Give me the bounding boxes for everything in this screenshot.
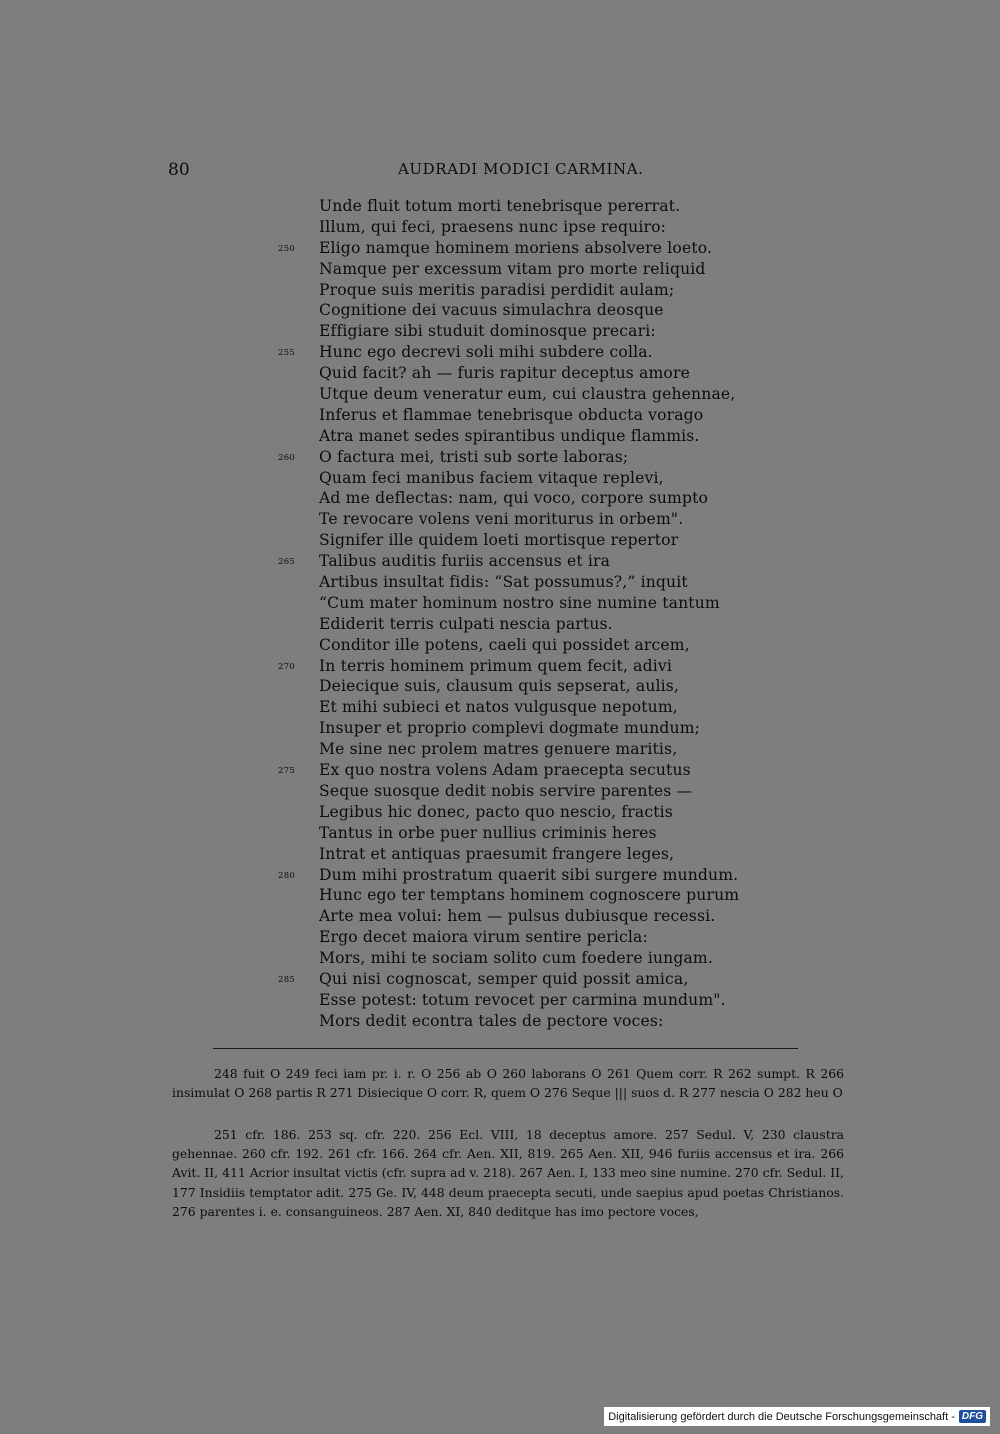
verse-line <box>0 927 1000 948</box>
verse-line <box>0 363 1000 384</box>
verse-text: Esse potest: totum revocet per carmina mundum". <box>319 990 726 1009</box>
funding-footer <box>604 1407 990 1426</box>
verse-text: Atra manet sedes spirantibus undique flammis. <box>319 426 700 445</box>
funding-text: Digitalisierung gefördert durch die Deutsche Forschungsgemeinschaft - <box>608 1410 955 1423</box>
verse-line <box>0 1011 1000 1032</box>
verse-text: Seque suosque dedit nobis servire parentes — <box>319 781 693 800</box>
verse-text: Legibus hic donec, pacto quo nescio, fractis <box>319 802 673 821</box>
verse-text: O factura mei, tristi sub sorte laboras; <box>319 447 629 466</box>
verse-text: Utque deum veneratur eum, cui claustra gehennae, <box>319 385 736 404</box>
line-number: 250 <box>278 243 296 254</box>
verse-line <box>0 259 1000 280</box>
verse-line <box>0 238 1000 259</box>
line-number: 260 <box>278 452 296 463</box>
verse-text: Hunc ego ter temptans hominem cognoscere purum <box>319 886 740 905</box>
verse-text: “Cum mater hominum nostro sine numine tantum <box>319 593 720 612</box>
verse-text: Ex quo nostra volens Adam praecepta secutus <box>319 761 691 780</box>
verse-text: Namque per excessum vitam pro morte reliquid <box>319 259 706 278</box>
running-title: AUDRADI MODICI CARMINA. <box>398 160 644 178</box>
verse-line <box>0 906 1000 927</box>
verse-text: Te revocare volens veni moriturus in orbem". <box>319 510 684 529</box>
verse-text: Ediderit terris culpati nescia partus. <box>319 614 613 633</box>
verse-line <box>0 697 1000 718</box>
verse-text: Quam feci manibus faciem vitaque replevi, <box>319 468 664 487</box>
page-number: 80 <box>168 160 190 180</box>
verse-line <box>0 865 1000 886</box>
verse-line <box>0 969 1000 990</box>
verse-text: In terris hominem primum quem fecit, adivi <box>319 656 672 675</box>
line-number: 265 <box>278 557 296 568</box>
line-number: 285 <box>278 974 296 985</box>
verse-line <box>0 509 1000 530</box>
verse-text: Eligo namque hominem moriens absolvere loeto. <box>319 238 713 257</box>
verse-text: Mors, mihi te sociam solito cum foedere iungam. <box>319 949 713 968</box>
line-number: 275 <box>278 766 296 777</box>
verse-line <box>0 676 1000 697</box>
verse-line <box>0 656 1000 677</box>
apparatus-criticus-text: 248 fuit O 249 feci iam pr. i. r. O 256 ab O 260 laborans O 261 Quem corr. R 262 sumpt. R 266 insimulat O 268 partis R 271 Disiecique O corr. R, quem O 276 Seque ||| suos d. R 277 nescia O 282 heu O <box>172 1066 844 1101</box>
verse-line <box>0 718 1000 739</box>
verse-text: Qui nisi cognoscat, semper quid possit amica, <box>319 969 689 988</box>
verse-text: Insuper et proprio complevi dogmate mundum; <box>319 719 701 738</box>
verse-text: Mors dedit econtra tales de pectore voces: <box>319 1011 664 1030</box>
verse-text: Me sine nec prolem matres genuere maritis, <box>319 740 678 759</box>
verse-line <box>0 468 1000 489</box>
verse-text: Illum, qui feci, praesens nunc ipse requiro: <box>319 217 667 236</box>
verse-text: Ergo decet maiora virum sentire pericla: <box>319 928 648 947</box>
verse-text: Dum mihi prostratum quaerit sibi surgere mundum. <box>319 865 739 884</box>
verse-line <box>0 593 1000 614</box>
verse-line <box>0 447 1000 468</box>
verse-line <box>0 217 1000 238</box>
line-number: 280 <box>278 870 296 881</box>
line-number: 270 <box>278 661 296 672</box>
verse-line <box>0 551 1000 572</box>
footnote-rule <box>213 1048 798 1049</box>
verse-line <box>0 802 1000 823</box>
verse-line <box>0 280 1000 301</box>
verse-text: Tantus in orbe puer nullius criminis heres <box>319 823 657 842</box>
verse-text: Inferus et flammae tenebrisque obducta vorago <box>319 405 704 424</box>
verse-line <box>0 614 1000 635</box>
apparatus-fontium-text: 251 cfr. 186. 253 sq. cfr. 220. 256 Ecl. VIII, 18 deceptus amore. 257 Sedul. V, 230 claustra gehennae. 260 cfr. 192. 261 cfr. 166. 264 cfr. Aen. XII, 819. 265 Aen. XII, 946 furiis accensus et ira. 266 Avit. II, 411 Acrior insultat victis (cfr. supra ad v. 218). 267 Aen. I, 133 meo sine numine. 270 cfr. Sedul. II, 177 Insidiis temptator adit. 275 Ge. IV, 448 deum praecepta secuti, unde saepius apud poetas Christianos. 276 parentes i. e. consanguineos. 287 Aen. XI, 840 deditque has imo pectore voces, <box>172 1127 844 1219</box>
verse-text: Ad me deflectas: nam, qui voco, corpore sumpto <box>319 489 709 508</box>
verse-line <box>0 384 1000 405</box>
verse-text: Effigiare sibi studuit dominosque precari: <box>319 322 656 341</box>
verse-text: Arte mea volui: hem — pulsus dubiusque recessi. <box>319 907 716 926</box>
verse-line <box>0 990 1000 1011</box>
verse-line <box>0 426 1000 447</box>
verse-text: Quid facit? ah — furis rapitur deceptus amore <box>319 364 690 383</box>
line-number: 255 <box>278 348 296 359</box>
apparatus-fontium <box>172 1125 844 1221</box>
verse-line <box>0 844 1000 865</box>
verse-text: Talibus auditis furiis accensus et ira <box>319 552 611 571</box>
verse-text: Intrat et antiquas praesumit frangere leges, <box>319 844 675 863</box>
verse-text: Deiecique suis, clausum quis sepserat, aulis, <box>319 677 680 696</box>
verse-text: Proque suis meritis paradisi perdidit aulam; <box>319 280 675 299</box>
verse-text: Cognitione dei vacuus simulachra deosque <box>319 301 664 320</box>
verse-text: Signifer ille quidem loeti mortisque repertor <box>319 531 679 550</box>
verse-text: Conditor ille potens, caeli qui possidet arcem, <box>319 635 690 654</box>
verse-line <box>0 321 1000 342</box>
verse-line <box>0 530 1000 551</box>
verse-line <box>0 948 1000 969</box>
verse-line <box>0 196 1000 217</box>
verse-line <box>0 342 1000 363</box>
verse-line <box>0 739 1000 760</box>
apparatus-criticus <box>172 1064 844 1102</box>
verse-line <box>0 635 1000 656</box>
poem-text <box>0 196 1000 1032</box>
verse-line <box>0 760 1000 781</box>
verse-line <box>0 823 1000 844</box>
verse-line <box>0 885 1000 906</box>
verse-text: Et mihi subieci et natos vulgusque nepotum, <box>319 698 678 717</box>
verse-line <box>0 781 1000 802</box>
verse-line <box>0 488 1000 509</box>
dfg-logo: DFG <box>959 1410 986 1423</box>
verse-text: Unde fluit totum morti tenebrisque pererrat. <box>319 197 681 215</box>
verse-text: Hunc ego decrevi soli mihi subdere colla. <box>319 343 653 362</box>
verse-text: Artibus insultat fidis: “Sat possumus?,” inquit <box>319 573 688 592</box>
verse-line <box>0 300 1000 321</box>
verse-line <box>0 405 1000 426</box>
verse-line <box>0 572 1000 593</box>
